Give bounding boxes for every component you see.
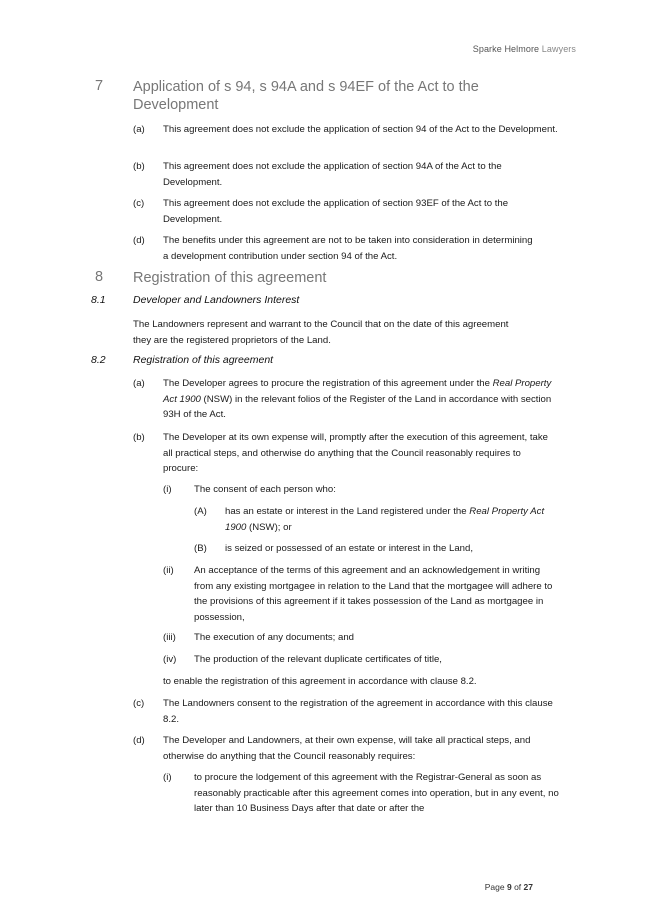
current-page-number: 9 bbox=[506, 882, 512, 892]
s82-c-label: (c) bbox=[133, 698, 145, 709]
s82-b-i-A-text bbox=[225, 504, 545, 535]
s82-d-i-text: to procure the lodgement of this agreement with the Registrar-General as soon as reasonably practicable after this agreement comes into operation, but in any event, no later than 10 Business Days after that date or after the bbox=[194, 772, 559, 815]
s82-b-ii-text: An acceptance of the terms of this agreement and an acknowledgement in writing from any existing mortgagee in relation to the Land that the mortgagee will adhere to the provisions of this agreement if it takes possession of the Land as mortgagee in possession, bbox=[194, 565, 553, 623]
firm-suffix: Lawyers bbox=[541, 44, 576, 54]
s7-d-text: The benefits under this agreement are not to be taken into consideration in determining a development contribution under section 94 of the Act. bbox=[163, 235, 533, 262]
s82-a-label: (a) bbox=[133, 378, 145, 389]
section-8-number: 8 bbox=[95, 269, 104, 285]
s82-b-i-B-label: (B) bbox=[194, 543, 207, 554]
section-8-2-number: 8.2 bbox=[91, 354, 106, 366]
s82-b-i-label: (i) bbox=[163, 484, 172, 495]
section-8-2-title: Registration of this agreement bbox=[133, 354, 274, 366]
section-7-title: Application of s 94, s 94A and s 94EF of the Act to the Development bbox=[133, 79, 479, 113]
s8-1-body: The Landowners represent and warrant to the Council that on the date of this agreement they are the registered proprietors of the Land. bbox=[133, 319, 509, 346]
footer-prefix: Page bbox=[484, 882, 507, 892]
s82-b-iii-label: (iii) bbox=[163, 632, 176, 643]
s82-b-label: (b) bbox=[133, 432, 145, 443]
s82-b-ii-label: (ii) bbox=[163, 565, 174, 576]
section-8-title: Registration of this agreement bbox=[133, 270, 327, 286]
s7-c-label: (c) bbox=[133, 198, 145, 209]
section-8-1-number: 8.1 bbox=[91, 294, 106, 306]
firm-name: Sparke Helmore bbox=[472, 44, 540, 54]
s82-b-iii-text: The execution of any documents; and bbox=[194, 632, 354, 643]
s82-a-act: Real Property Act 1900 bbox=[163, 378, 552, 405]
footer-middle: of bbox=[511, 882, 524, 892]
s82-d-label: (d) bbox=[133, 735, 145, 746]
s82-c-text: The Landowners consent to the registration of the agreement in accordance with this clause 8.2. bbox=[163, 698, 553, 725]
page-header bbox=[473, 44, 576, 54]
s82-b-i-A-act: Real Property Act 1900 bbox=[225, 506, 545, 533]
total-page-count: 27 bbox=[523, 882, 533, 892]
s7-a-text: This agreement does not exclude the application of section 94 of the Act to the Development. bbox=[163, 124, 558, 135]
s82-b-closing: to enable the registration of this agreement in accordance with clause 8.2. bbox=[163, 676, 477, 687]
s7-c-text: This agreement does not exclude the application of section 93EF of the Act to the Development. bbox=[163, 198, 509, 225]
s82-b-i-text: The consent of each person who: bbox=[194, 484, 336, 495]
s82-b-i-A-post: (NSW); or bbox=[246, 521, 292, 533]
s82-d-text: The Developer and Landowners, at their own expense, will take all practical steps, and otherwise do anything that the Council reasonably requires: bbox=[163, 735, 531, 762]
s82-b-iv-text: The production of the relevant duplicate certificates of title, bbox=[194, 654, 442, 665]
s82-b-i-A-pre: has an estate or interest in the Land registered under the bbox=[225, 506, 470, 517]
s82-a-text bbox=[163, 376, 563, 423]
page-footer bbox=[485, 882, 533, 892]
s7-b-label: (b) bbox=[133, 161, 145, 172]
section-8-1-title: Developer and Landowners Interest bbox=[133, 294, 300, 306]
s7-a-label: (a) bbox=[133, 124, 145, 135]
s82-b-text: The Developer at its own expense will, promptly after the execution of this agreement, take all practical steps, and otherwise do anything that the Council reasonably requires to procure: bbox=[163, 432, 549, 475]
s82-a-pre: The Developer agrees to procure the registration of this agreement under the bbox=[163, 378, 490, 389]
s82-b-i-B-text: is seized or possessed of an estate or interest in the Land, bbox=[225, 543, 473, 554]
s7-b-text: This agreement does not exclude the application of section 94A of the Act to the Development. bbox=[163, 161, 502, 188]
s82-b-iv-label: (iv) bbox=[163, 654, 177, 665]
section-7-number: 7 bbox=[95, 78, 104, 94]
s7-d-label: (d) bbox=[133, 235, 145, 246]
s82-b-i-A-label: (A) bbox=[194, 506, 207, 517]
s82-a-post: (NSW) in the relevant folios of the Register of the Land in accordance with section 93H of the Act. bbox=[163, 393, 552, 421]
s82-d-i-label: (i) bbox=[163, 772, 172, 783]
